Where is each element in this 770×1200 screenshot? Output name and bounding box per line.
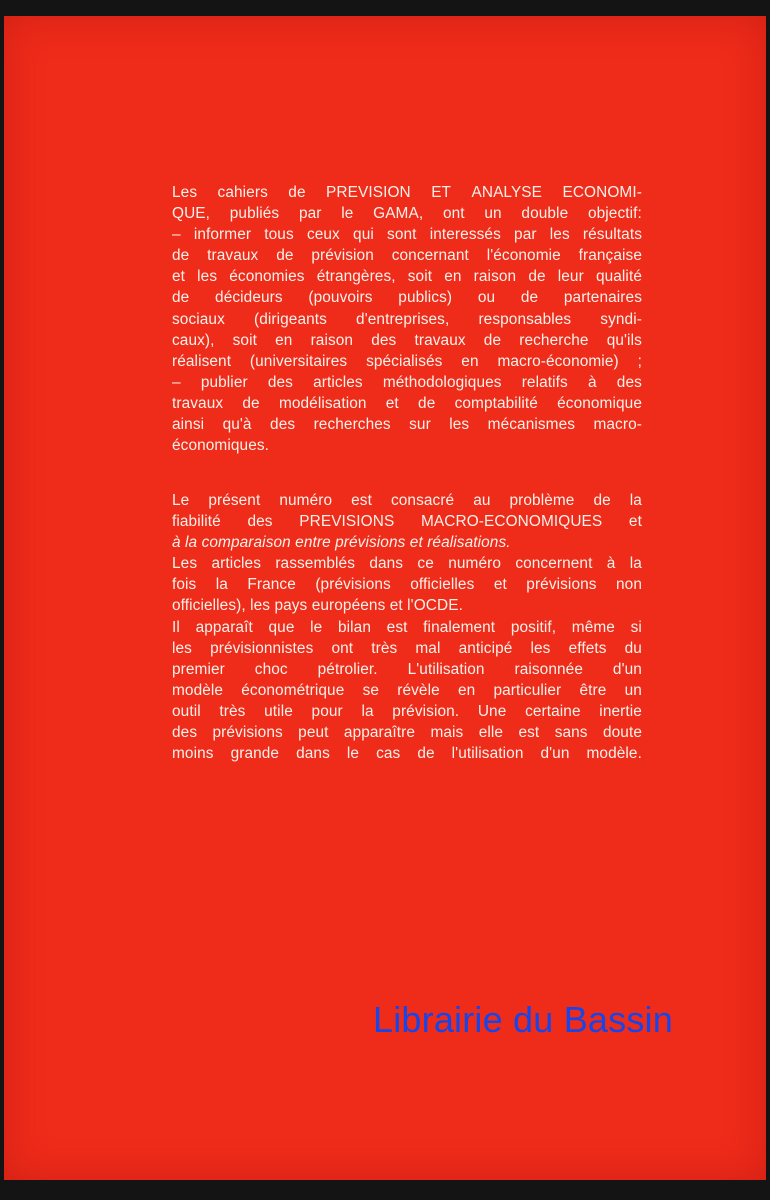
text-line: Il apparaît que le bilan est finalement positif, même si xyxy=(172,618,642,636)
text-line: économiques. xyxy=(172,437,270,455)
seller-watermark: Librairie du Bassin xyxy=(373,999,673,1040)
text-line: Les cahiers de PREVISION ET ANALYSE ECONOMI- xyxy=(172,184,642,201)
text-line: de travaux de prévision concernant l'économie française xyxy=(172,247,642,265)
text-line: sociaux (dirigeants d'entreprises, responsables syndi- xyxy=(172,310,642,328)
text-line: – informer tous ceux qui sont interessés par les résultats xyxy=(172,226,642,244)
text-line: ainsi qu'à des recherches sur les mécanismes macro- xyxy=(172,416,642,434)
description-paragraph-2 xyxy=(172,490,642,764)
text-line: et les économies étrangères, soit en raison de leur qualité xyxy=(172,268,642,286)
text-line: les prévisionnistes ont très mal anticipé les effets du xyxy=(172,639,642,657)
text-line: à la comparaison entre prévisions et réalisations. xyxy=(172,534,511,552)
text-line: Le présent numéro est consacré au problème de la xyxy=(172,492,642,509)
text-line: modèle économétrique se révèle en particulier être un xyxy=(172,681,642,699)
text-line: – publier des articles méthodologiques relatifs à des xyxy=(172,373,642,391)
text-line: de décideurs (pouvoirs publics) ou de partenaires xyxy=(172,289,642,307)
text-line: fiabilité des PREVISIONS MACRO-ECONOMIQUES et xyxy=(172,513,642,531)
text-line: caux), soit en raison des travaux de recherche qu'ils xyxy=(172,331,642,349)
text-line: Les articles rassemblés dans ce numéro concernent à la xyxy=(172,555,642,573)
text-line: travaux de modélisation et de comptabilité économique xyxy=(172,394,642,412)
text-line: QUE, publiés par le GAMA, ont un double objectif: xyxy=(172,205,642,223)
text-line: des prévisions peut apparaître mais elle est sans doute xyxy=(172,724,642,742)
text-line: officielles), les pays européens et l'OCDE. xyxy=(172,597,463,615)
text-line: outil très utile pour la prévision. Une certaine inertie xyxy=(172,702,642,720)
text-line: moins grande dans le cas de l'utilisation d'un modèle. xyxy=(172,745,642,763)
description-paragraph-1 xyxy=(172,182,642,456)
text-line: premier choc pétrolier. L'utilisation raisonnée d'un xyxy=(172,660,642,678)
text-line: réalisent (universitaires spécialisés en macro-économie) ; xyxy=(172,352,642,370)
text-line: fois la France (prévisions officielles et prévisions non xyxy=(172,576,642,594)
